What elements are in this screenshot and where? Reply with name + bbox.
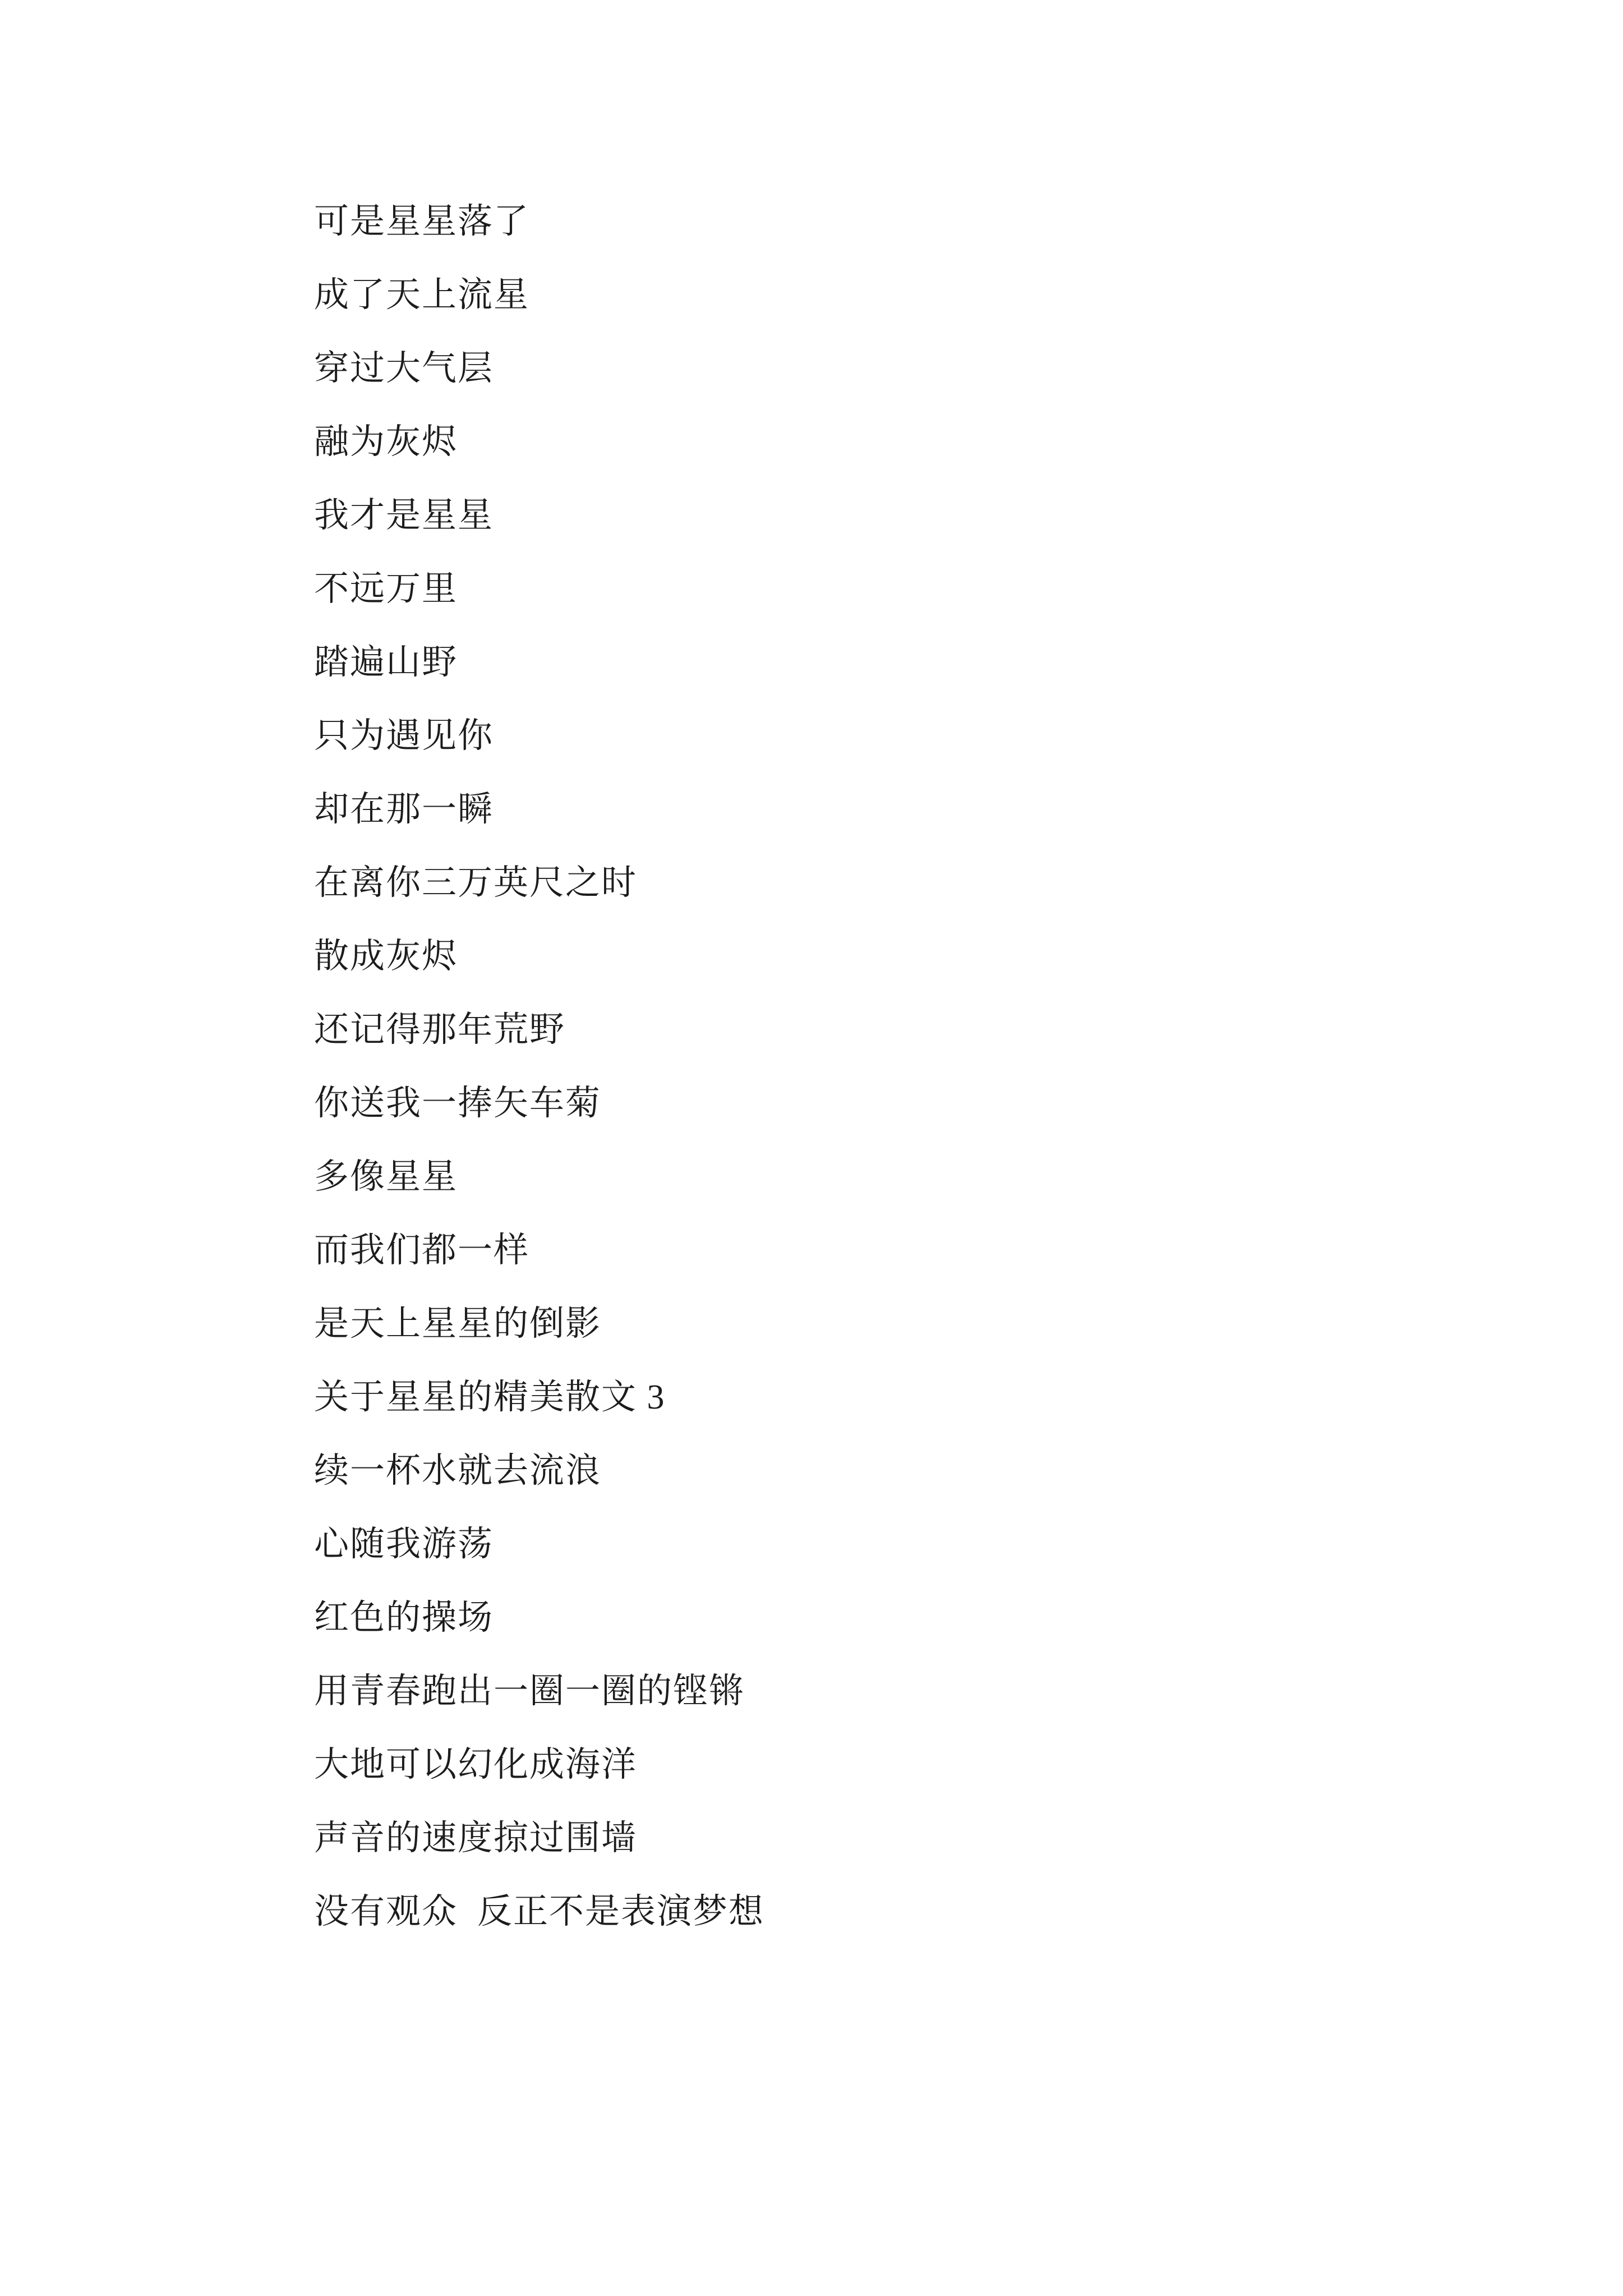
text-line: 还记得那年荒野 xyxy=(314,1011,566,1049)
text-line: 成了天上流星 xyxy=(314,276,530,314)
text-line: 在离你三万英尺之时 xyxy=(314,864,638,902)
text-line: 续一杯水就去流浪 xyxy=(314,1452,602,1490)
text-line: 大地可以幻化成海洋 xyxy=(314,1746,638,1784)
text-line: 是天上星星的倒影 xyxy=(314,1305,602,1343)
section-heading-line: 关于星星的精美散文 3 xyxy=(314,1378,666,1416)
text-line: 而我们都一样 xyxy=(314,1231,530,1269)
text-line: 用青春跑出一圈一圈的铿锵 xyxy=(314,1672,745,1710)
text-line: 只为遇见你 xyxy=(314,717,494,755)
text-line: 却在那一瞬 xyxy=(314,790,494,829)
text-line: 心随我游荡 xyxy=(314,1525,494,1563)
text-line: 多像星星 xyxy=(314,1158,458,1196)
text-line: 踏遍山野 xyxy=(314,643,458,682)
text-line: 融为灰烬 xyxy=(314,423,458,461)
text-line: 没有观众 反正不是表演梦想 xyxy=(314,1893,765,1931)
text-line: 声音的速度掠过围墙 xyxy=(314,1819,638,1857)
text-line: 你送我一捧矢车菊 xyxy=(314,1084,602,1122)
text-line: 不远万里 xyxy=(314,570,458,608)
text-line: 穿过大气层 xyxy=(314,349,494,388)
text-line: 我才是星星 xyxy=(314,496,494,535)
text-line: 红色的操场 xyxy=(314,1599,494,1637)
text-line: 可是星星落了 xyxy=(314,203,530,241)
text-line: 散成灰烬 xyxy=(314,937,458,976)
document-body xyxy=(314,185,1380,1949)
